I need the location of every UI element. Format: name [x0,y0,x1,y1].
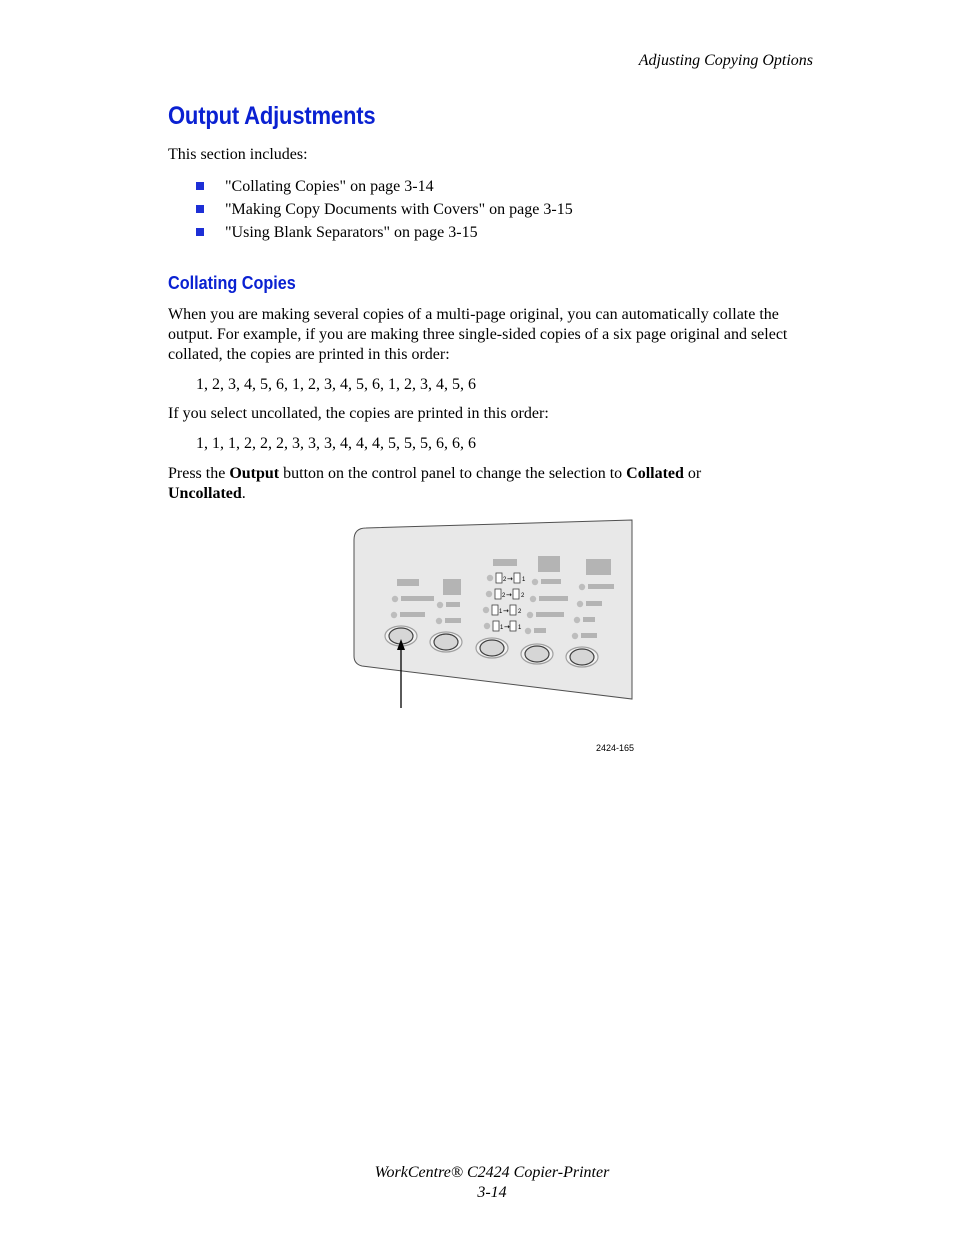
collated-term: Collated [626,465,684,482]
bullet-square-icon [196,182,204,190]
instruction-text: . [241,485,246,502]
duplex-source-label: 1 [500,625,504,631]
option-label-bar [445,618,461,623]
uncollated-paragraph: If you select uncollated, the copies are printed in this order: [168,405,549,422]
instruction-text: or [683,465,702,482]
option-label-bar [583,617,595,622]
footer-product: WorkCentre® C2424 Copier-Printer [374,1164,610,1181]
page-icon [510,605,516,615]
indicator-light [574,617,580,623]
indicator-light [532,579,538,585]
duplex-target-label: 1 [522,577,526,583]
arrow-icon: → [507,575,513,583]
panel-button [434,634,458,650]
column-label-bar [443,579,461,595]
figure-id: 2424-165 [596,743,635,753]
option-label-bar [539,596,568,601]
subsection-title: Collating Copies [168,273,296,293]
page-icon [493,621,499,631]
option-label-bar [541,579,561,584]
page-icon [495,589,501,599]
duplex-source-label: 2 [502,593,506,599]
column-label-bar [493,559,517,566]
collating-paragraph: When you are making several copies of a multi-page original, you can automatically collate the output. For example, if you are making three single-sided copies of a six page original and select collated, the copies are printed in this order: [168,306,788,363]
output-button-term: Output [229,465,280,482]
bullet-square-icon [196,205,204,213]
option-label-bar [446,602,460,607]
instruction-text: Press the [168,465,230,482]
link-collating-copies[interactable]: "Collating Copies" on page 3-14 [225,178,434,195]
panel-button [525,646,549,662]
page-icon [496,573,502,583]
option-label-bar [588,584,614,589]
panel-button [570,649,594,665]
indicator-light [527,612,533,618]
indicator-light [530,596,536,602]
duplex-target-label: 2 [518,609,522,615]
panel-button [480,640,504,656]
section-link-list [196,177,573,246]
list-item [196,223,573,246]
link-using-blank-separators[interactable]: "Using Blank Separators" on page 3-15 [225,224,478,241]
page-icon [514,573,520,583]
option-label-bar [401,596,434,601]
option-label-bar [534,628,546,633]
indicator-light [391,612,397,618]
option-label-bar [536,612,564,617]
instruction-text: button on the control panel to change the selection to [279,465,627,482]
indicator-light [436,618,442,624]
page-title: Output Adjustments [168,102,376,130]
uncollated-term: Uncollated [168,485,242,502]
indicator-light [487,575,493,581]
option-label-bar [586,601,602,606]
arrow-icon: → [503,607,509,615]
section-intro: This section includes: [168,146,308,163]
running-header: Adjusting Copying Options [638,52,813,69]
control-panel-illustration [352,518,634,710]
link-making-copy-documents-with-covers[interactable]: "Making Copy Documents with Covers" on page 3-15 [225,201,573,218]
indicator-light [579,584,585,590]
output-label-bar [397,579,419,586]
output-button-instruction [168,464,818,504]
page-number: 3-14 [477,1184,507,1201]
indicator-light [577,601,583,607]
list-item [196,200,573,223]
page-icon [510,621,516,631]
list-item [196,177,573,200]
indicator-light [392,596,398,602]
uncollated-order: 1, 1, 1, 2, 2, 2, 3, 3, 3, 4, 4, 4, 5, 5, 5, 6, 6, 6 [196,435,476,452]
collated-order: 1, 2, 3, 4, 5, 6, 1, 2, 3, 4, 5, 6, 1, 2, 3, 4, 5, 6 [196,376,476,393]
option-label-bar [581,633,597,638]
duplex-target-label: 2 [521,593,525,599]
page-footer [0,1163,954,1203]
indicator-light [525,628,531,634]
indicator-light [483,607,489,613]
bullet-square-icon [196,228,204,236]
indicator-light [484,623,490,629]
duplex-target-label: 1 [518,625,522,631]
column-label-bar [538,556,560,572]
arrow-icon: → [504,623,510,631]
duplex-source-label: 1 [499,609,503,615]
option-label-bar [400,612,425,617]
arrow-icon: → [506,591,512,599]
page-icon [492,605,498,615]
page-icon [513,589,519,599]
duplex-source-label: 2 [503,577,507,583]
indicator-light [572,633,578,639]
indicator-light [486,591,492,597]
indicator-light [437,602,443,608]
column-label-bar [586,559,611,575]
